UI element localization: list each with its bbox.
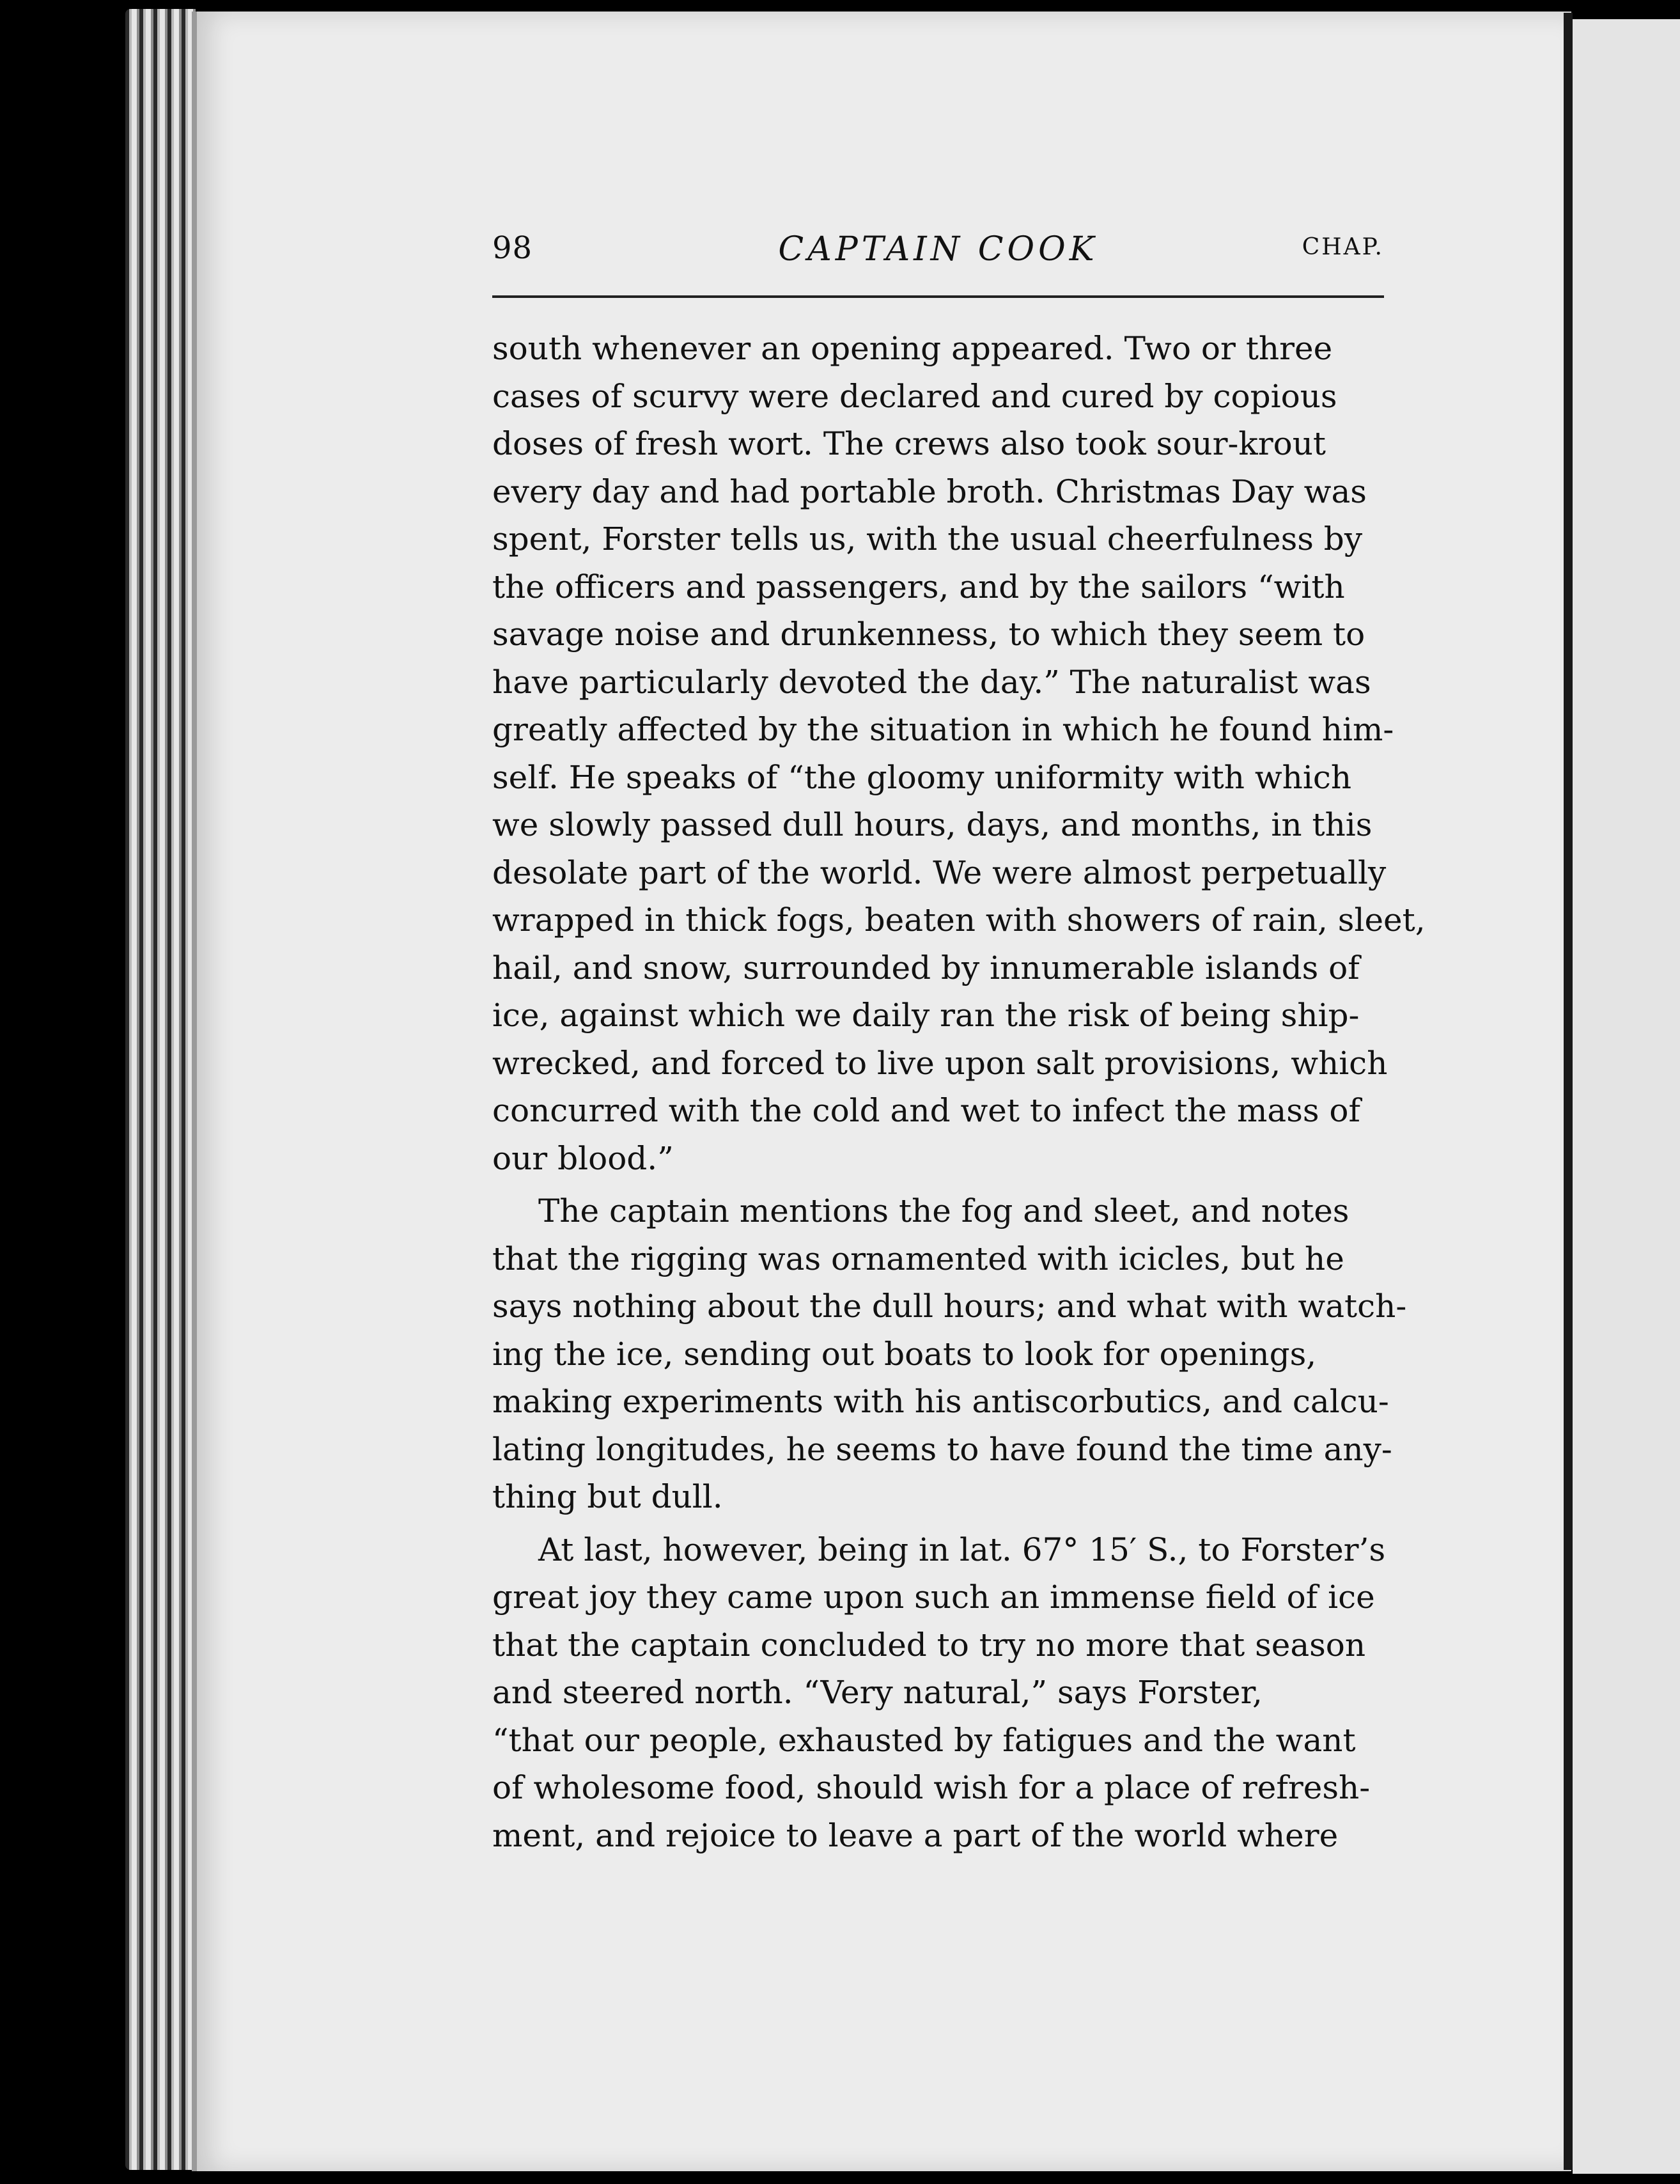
text-line: savage noise and drunkenness, to which they seem to [492, 616, 1365, 653]
text-line: thing but dull. [492, 1478, 723, 1515]
text-line: The captain mentions the fog and sleet, and notes [538, 1192, 1349, 1229]
text-line: “that our people, exhausted by fatigues and the want [492, 1721, 1356, 1759]
paragraph-3 [492, 1526, 1387, 1860]
text-line: and steered north. “Very natural,” says Forster, [492, 1674, 1263, 1711]
text-line: great joy they came upon such an immense field of ice [492, 1579, 1375, 1616]
text-line: cases of scurvy were declared and cured by copious [492, 377, 1337, 415]
gutter-shadow [1564, 13, 1573, 2170]
text-line: every day and had portable broth. Christmas Day was [492, 472, 1367, 510]
page-number: 98 [492, 230, 533, 266]
text-line: making experiments with his antiscorbutics, and calcu- [492, 1383, 1389, 1420]
text-line: doses of fresh wort. The crews also took sour-krout [492, 425, 1326, 462]
text-line: that the rigging was ornamented with icicles, but he [492, 1240, 1344, 1277]
text-line: that the captain concluded to try no more that season [492, 1626, 1366, 1664]
running-title: CAPTAIN COOK [778, 230, 1098, 269]
text-line: we slowly passed dull hours, days, and months, in this [492, 806, 1373, 843]
paragraph-1 [492, 325, 1426, 1182]
text-line: the officers and passengers, and by the sailors “with [492, 568, 1345, 605]
header-rule [492, 295, 1384, 298]
text-line: concurred with the cold and wet to infect the mass of [492, 1092, 1361, 1129]
text-line: hail, and snow, surrounded by innumerable islands of [492, 949, 1360, 987]
paragraph-gap [492, 1521, 1387, 1526]
paragraph-gap [492, 1182, 1387, 1187]
text-line: ment, and rejoice to leave a part of the world where [492, 1816, 1339, 1854]
text-line: greatly affected by the situation in which he found him- [492, 711, 1394, 748]
facing-page [1573, 19, 1680, 2174]
text-line: wrecked, and forced to live upon salt provisions, which [492, 1044, 1388, 1082]
text-line: At last, however, being in lat. 67° 15′ S., to Forster’s [538, 1531, 1386, 1568]
running-head [492, 230, 1384, 269]
text-line: wrapped in thick fogs, beaten with showers of rain, sleet, [492, 901, 1426, 939]
body-text [492, 325, 1426, 1859]
text-line: lating longitudes, he seems to have found the time any- [492, 1430, 1392, 1468]
text-line: says nothing about the dull hours; and what with watch- [492, 1288, 1407, 1325]
text-line: self. He speaks of “the gloomy uniformity with which [492, 758, 1352, 796]
text-line: ing the ice, sending out boats to look for openings, [492, 1335, 1317, 1373]
paragraph-2 [492, 1187, 1407, 1521]
text-line: of wholesome food, should wish for a place of refresh- [492, 1769, 1371, 1806]
text-line: have particularly devoted the day.” The naturalist was [492, 663, 1371, 701]
text-line: spent, Forster tells us, with the usual cheerfulness by [492, 520, 1363, 558]
chapter-label: CHAP. [1302, 234, 1384, 260]
text-line: south whenever an opening appeared. Two or three [492, 330, 1333, 367]
text-line: our blood.” [492, 1139, 674, 1177]
text-line: desolate part of the world. We were almost perpetually [492, 854, 1387, 891]
book-page-edges [125, 9, 196, 2170]
text-line: ice, against which we daily ran the risk of being ship- [492, 997, 1360, 1034]
